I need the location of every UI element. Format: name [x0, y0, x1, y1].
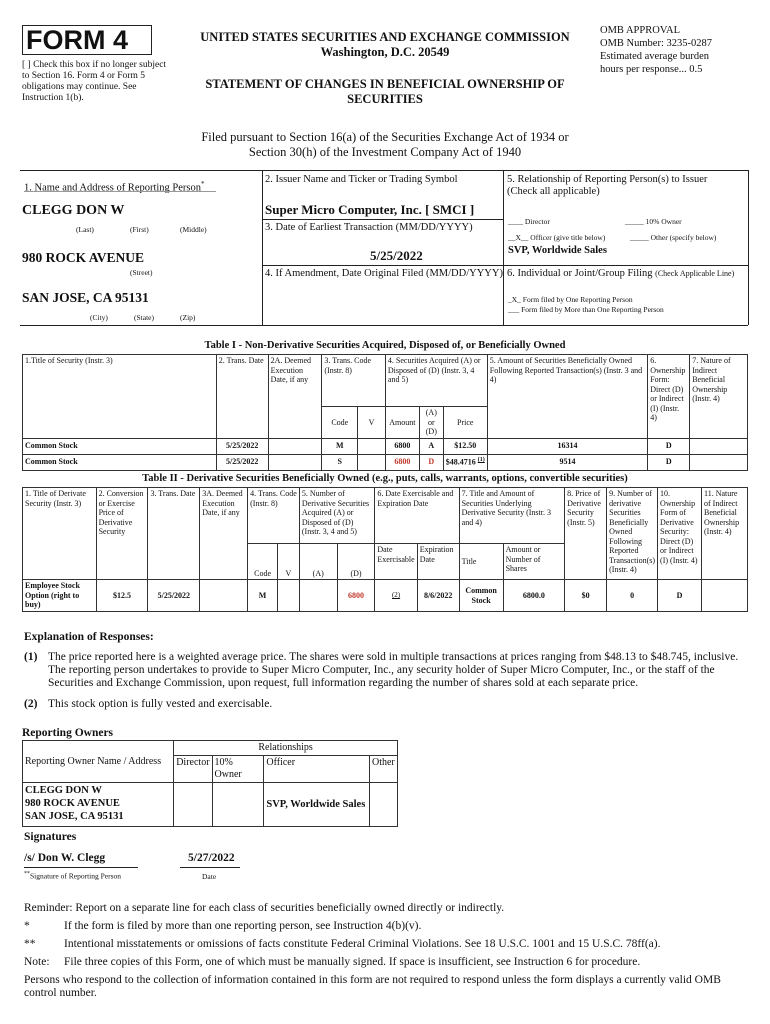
label-state: (State): [134, 313, 154, 322]
t1-sub-v: V: [358, 407, 386, 439]
t1-col5-header: 5. Amount of Securities Beneficially Owned Following Reported Transaction(s) (Instr. 3 and 4): [487, 355, 647, 439]
note2-num: (2): [24, 698, 38, 710]
t2-col4-header: 4. Trans. Code (Instr. 8): [248, 488, 300, 544]
owners-col-name: Reporting Owner Name / Address: [23, 741, 174, 783]
t2-sub-exercisable: Date Exercisable: [375, 544, 417, 580]
signature-date: 5/27/2022: [188, 852, 235, 864]
filed-line-1: Filed pursuant to Section 16(a) of the Securities Exchange Act of 1934 or: [201, 130, 569, 144]
owners-heading: Reporting Owners: [22, 727, 114, 739]
t2-col3a-header: 3A. Deemed Execution Date, if any: [200, 488, 248, 580]
reporting-name: CLEGG DON W: [22, 203, 125, 218]
rule-v2: [503, 170, 504, 325]
t2-col2-header: 2. Conversion or Exercise Price of Derivative Security: [96, 488, 148, 580]
omb-line-4: hours per response... 0.5: [600, 64, 703, 75]
label-relationship: 5. Relationship of Reporting Person(s) to Issuer (Check all applicable): [507, 174, 708, 197]
note-label: Note:: [24, 956, 50, 968]
statement-line-2: SECURITIES: [347, 92, 423, 106]
signer-name: /s/ Don W. Clegg: [24, 852, 106, 864]
rule-v1: [262, 170, 263, 325]
table2-title: Table II - Derivative Securities Beneficially Owned (e.g., puts, calls, warrants, options, convertible securities): [142, 473, 628, 484]
table-row: CLEGG DON W 980 ROCK AVENUE SAN JOSE, CA 95131 SVP, Worldwide Sales: [23, 783, 398, 827]
label-city: (City): [90, 313, 108, 322]
t2-sub-v: V: [278, 544, 300, 580]
filing-one-person[interactable]: _X_ Form filed by One Reporting Person: [508, 295, 633, 304]
label-street: (Street): [130, 268, 153, 277]
note1-text: The price reported here is a weighted average price. The shares were sold in multiple transactions at prices ranging from $48.13 to $48.745, inclusive. The reporting person undertakes to provide to Super Micro Computer, Inc., any security holder of Super Micro Computer, Inc., or the staff of the Securities and Exchange Commission, upon request, full information regarding the number of shares sold at each separate price.: [48, 651, 739, 689]
exercisable-footnote-link[interactable]: (2): [391, 591, 401, 600]
star1-text: If the form is filed by more than one reporting person, see Instruction 4(b)(v).: [64, 920, 422, 932]
label-earliest-date: 3. Date of Earliest Transaction (MM/DD/YYYY): [265, 222, 473, 233]
issuer-name: Super Micro Computer, Inc. [ SMCI ]: [265, 202, 475, 217]
note1-num: (1): [24, 651, 38, 663]
signatures-heading: Signatures: [24, 831, 77, 843]
table1: [22, 354, 748, 471]
rule-right: [748, 170, 749, 325]
signature-label: **Signature of Reporting Person: [24, 871, 122, 881]
table-row: Employee Stock Option (right to buy) $12.5 5/25/2022 M 6800 (2) 8/6/2022 Common Stock 6800.0 $0 0 D: [23, 580, 748, 612]
persons-text: Persons who respond to the collection of information contained in this form are not required to respond unless the form displays a currently valid OMB control number.: [24, 974, 721, 999]
form-title: FORM 4: [26, 25, 129, 55]
commission-line-2: Washington, D.C. 20549: [320, 45, 450, 59]
t1-col2-header: 2. Trans. Date: [216, 355, 268, 439]
t2-col1-header: 1. Title of Derivate Security (Instr. 3): [23, 488, 97, 580]
t2-sub-expiration: Expiration Date: [417, 544, 459, 580]
owners-col-10pct: 10% Owner: [212, 756, 264, 783]
t2-col3-header: 3. Trans. Date: [148, 488, 200, 580]
filed-line-2: Section 30(h) of the Investment Company Act of 1940: [248, 145, 522, 159]
t1-col2a-header: 2A. Deemed Execution Date, if any: [268, 355, 322, 439]
owners-col-relationships: Relationships: [174, 741, 398, 756]
t1-sub-price: Price: [443, 407, 487, 439]
t2-sub-a: (A): [299, 544, 337, 580]
date-label: Date: [202, 872, 217, 881]
star2: **: [24, 938, 36, 950]
t1-col3-header: 3. Trans. Code (Instr. 8): [322, 355, 386, 407]
earliest-date: 5/25/2022: [370, 248, 423, 263]
label-issuer: 2. Issuer Name and Ticker or Trading Symbol: [265, 174, 458, 185]
note2-text: This stock option is fully vested and exercisable.: [48, 698, 273, 710]
note-text: File three copies of this Form, one of which must be manually signed. If space is insufficient, see Instruction 6 for procedure.: [64, 956, 641, 968]
filing-more-persons[interactable]: ___ Form filed by More than One Reporting Person: [508, 305, 664, 314]
t1-sub-ad: (A) or (D): [419, 407, 443, 439]
label-zip: (Zip): [180, 313, 196, 322]
rule-name-top: [24, 191, 216, 192]
t2-sub-d: (D): [337, 544, 375, 580]
reporting-city: SAN JOSE, CA 95131: [22, 290, 149, 305]
rel-other[interactable]: _____ Other (specify below): [630, 233, 717, 242]
owners-col-director: Director: [174, 756, 212, 783]
officer-title: SVP, Worldwide Sales: [508, 245, 607, 256]
omb-line-1: OMB APPROVAL: [600, 25, 681, 36]
statement-line-1: STATEMENT OF CHANGES IN BENEFICIAL OWNERSHIP OF: [205, 77, 565, 91]
table2: [22, 487, 748, 612]
label-individual-filing: 6. Individual or Joint/Group Filing (Check Applicable Line): [507, 268, 735, 279]
t1-col7-header: 7. Nature of Indirect Beneficial Ownership (Instr. 4): [690, 355, 748, 439]
rel-officer[interactable]: __X__ Officer (give title below): [508, 233, 606, 242]
t2-col10-header: 10. Ownership Form of Derivative Security: Direct (D) or Indirect (I) (Instr. 4): [658, 488, 702, 580]
price-footnote-link[interactable]: (1): [477, 457, 485, 464]
reminder-text: Reminder: Report on a separate line for each class of securities beneficially owned directly or indirectly.: [24, 902, 505, 914]
star2-text: Intentional misstatements or omissions of facts constitute Federal Criminal Violations. See 18 U.S.C. 1001 and 15 U.S.C. 78ff(a).: [64, 938, 661, 950]
star1: *: [24, 920, 30, 932]
t2-sub-code: Code: [248, 544, 278, 580]
t1-col6-header: 6. Ownership Form: Direct (D) or Indirect (I) (Instr. 4): [648, 355, 690, 439]
t1-sub-amount: Amount: [385, 407, 419, 439]
t1-sub-code: Code: [322, 407, 358, 439]
t2-col9-header: 9. Number of derivative Securities Beneficially Owned Following Reported Transaction(s) (Instr. 4): [607, 488, 658, 580]
rel-10pct-owner[interactable]: _____ 10% Owner: [625, 217, 682, 226]
label-name-address: 1. Name and Address of Reporting Person*: [24, 180, 205, 194]
check-box-text[interactable]: [ ] Check this box if no longer subject to Section 16. Form 4 or Form 5 obligations may continue. See Instruction 1(b).: [22, 60, 167, 103]
rel-director[interactable]: ____ Director: [508, 217, 550, 226]
t1-col4-header: 4. Securities Acquired (A) or Disposed of (D) (Instr. 3, 4 and 5): [385, 355, 487, 407]
owners-col-other: Other: [369, 756, 397, 783]
table-row: Common Stock 5/25/2022 S 6800 D $48.4716 $^{(1)}$ 9514 D: [23, 454, 748, 470]
label-middle: (Middle): [180, 225, 207, 234]
t2-col8-header: 8. Price of Derivative Security (Instr. 5): [565, 488, 607, 580]
owners-col-officer: Officer: [264, 756, 370, 783]
rule-top: [20, 170, 748, 171]
explanation-heading: Explanation of Responses:: [24, 631, 154, 643]
table1-title: Table I - Non-Derivative Securities Acquired, Disposed of, or Beneficially Owned: [204, 340, 566, 351]
t2-col11-header: 11. Nature of Indirect Beneficial Ownership (Instr. 4): [701, 488, 747, 580]
t1-col1-header: 1.Title of Security (Instr. 3): [23, 355, 217, 439]
owners-table: [22, 740, 398, 827]
t2-sub-title: Title: [459, 544, 503, 580]
table-row: Common Stock 5/25/2022 M 6800 A $12.50 16314 D: [23, 438, 748, 454]
label-last: (Last): [76, 225, 94, 234]
t2-col5-header: 5. Number of Derivative Securities Acquired (A) or Disposed of (D) (Instr. 3, 4 and 5): [299, 488, 375, 544]
label-amendment: 4. If Amendment, Date Original Filed (MM/DD/YYYY): [265, 268, 503, 279]
label-first: (First): [130, 225, 149, 234]
reporting-street: 980 ROCK AVENUE: [22, 250, 145, 265]
omb-line-2: OMB Number: 3235-0287: [600, 38, 712, 49]
t2-col7-header: 7. Title and Amount of Securities Underlying Derivative Security (Instr. 3 and 4): [459, 488, 565, 544]
omb-line-3: Estimated average burden: [600, 51, 710, 62]
t2-sub-amount: Amount or Number of Shares: [503, 544, 565, 580]
commission-line-1: UNITED STATES SECURITIES AND EXCHANGE COMMISSION: [200, 30, 570, 44]
t2-col6-header: 6. Date Exercisable and Expiration Date: [375, 488, 459, 544]
